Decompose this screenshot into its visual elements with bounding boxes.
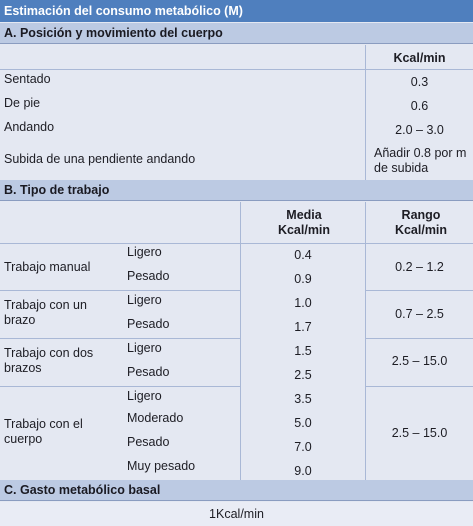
- work-level: Ligero: [127, 245, 162, 259]
- work-level: Pesado: [127, 435, 170, 449]
- media-value: 1.0: [294, 296, 312, 310]
- work-level: Ligero: [127, 293, 162, 307]
- section-a-heading: A. Posición y movimiento del cuerpo: [0, 23, 473, 44]
- section-a-row-value: Añadir 0.8 por m de subida: [374, 146, 467, 175]
- media-header: Media Kcal/min: [277, 208, 331, 237]
- media-value: 0.9: [294, 272, 312, 286]
- range-value: 2.5 – 15.0: [391, 426, 448, 440]
- media-value: 2.5: [294, 368, 312, 382]
- section-a-row-label: Sentado: [4, 72, 51, 86]
- range-value: 0.2 – 1.2: [395, 260, 444, 274]
- media-value: 3.5: [294, 392, 312, 406]
- basal-value: 1Kcal/min: [209, 507, 264, 521]
- section-a-row-label: De pie: [4, 96, 41, 110]
- media-value: 9.0: [294, 464, 312, 478]
- table-title: Estimación del consumo metabólico (M): [0, 0, 473, 22]
- media-value: 7.0: [294, 440, 312, 454]
- media-value: 5.0: [294, 416, 312, 430]
- group-rule: [365, 338, 473, 339]
- group-rule: [365, 386, 473, 387]
- work-type-label: Trabajo con dos brazos: [4, 346, 94, 375]
- range-value: 2.5 – 15.0: [391, 354, 448, 368]
- section-c-heading: C. Gasto metabólico basal: [0, 480, 473, 501]
- section-a-header-rule: [0, 69, 473, 70]
- section-a-row-value: 0.6: [410, 99, 429, 113]
- group-rule: [0, 290, 240, 291]
- section-a-row-value: 0.3: [410, 75, 429, 89]
- work-type-label: Trabajo con el cuerpo: [4, 417, 83, 446]
- media-value: 0.4: [294, 248, 312, 262]
- section-b-heading: B. Tipo de trabajo: [0, 180, 473, 201]
- section-a-row-label: Subida de una pendiente andando: [4, 152, 196, 166]
- group-rule: [0, 338, 240, 339]
- work-level: Pesado: [127, 269, 170, 283]
- rango-header: Rango Kcal/min: [394, 208, 448, 237]
- media-value: 1.7: [294, 320, 312, 334]
- range-value: 0.7 – 2.5: [395, 307, 444, 321]
- work-level: Ligero: [127, 341, 162, 355]
- work-level: Ligero: [127, 389, 162, 403]
- work-type-label: Trabajo manual: [4, 260, 91, 274]
- section-a-unit-header: Kcal/min: [393, 51, 446, 65]
- section-a-row-value: 2.0 – 3.0: [395, 123, 444, 137]
- group-rule: [365, 290, 473, 291]
- media-value: 1.5: [294, 344, 312, 358]
- section-b-header-rule: [0, 243, 473, 244]
- work-level: Pesado: [127, 365, 170, 379]
- work-type-label: Trabajo con un brazo: [4, 298, 87, 327]
- work-level: Moderado: [127, 411, 184, 425]
- group-rule: [0, 386, 240, 387]
- work-level: Muy pesado: [127, 459, 196, 473]
- work-level: Pesado: [127, 317, 170, 331]
- section-a-row-label: Andando: [4, 120, 55, 134]
